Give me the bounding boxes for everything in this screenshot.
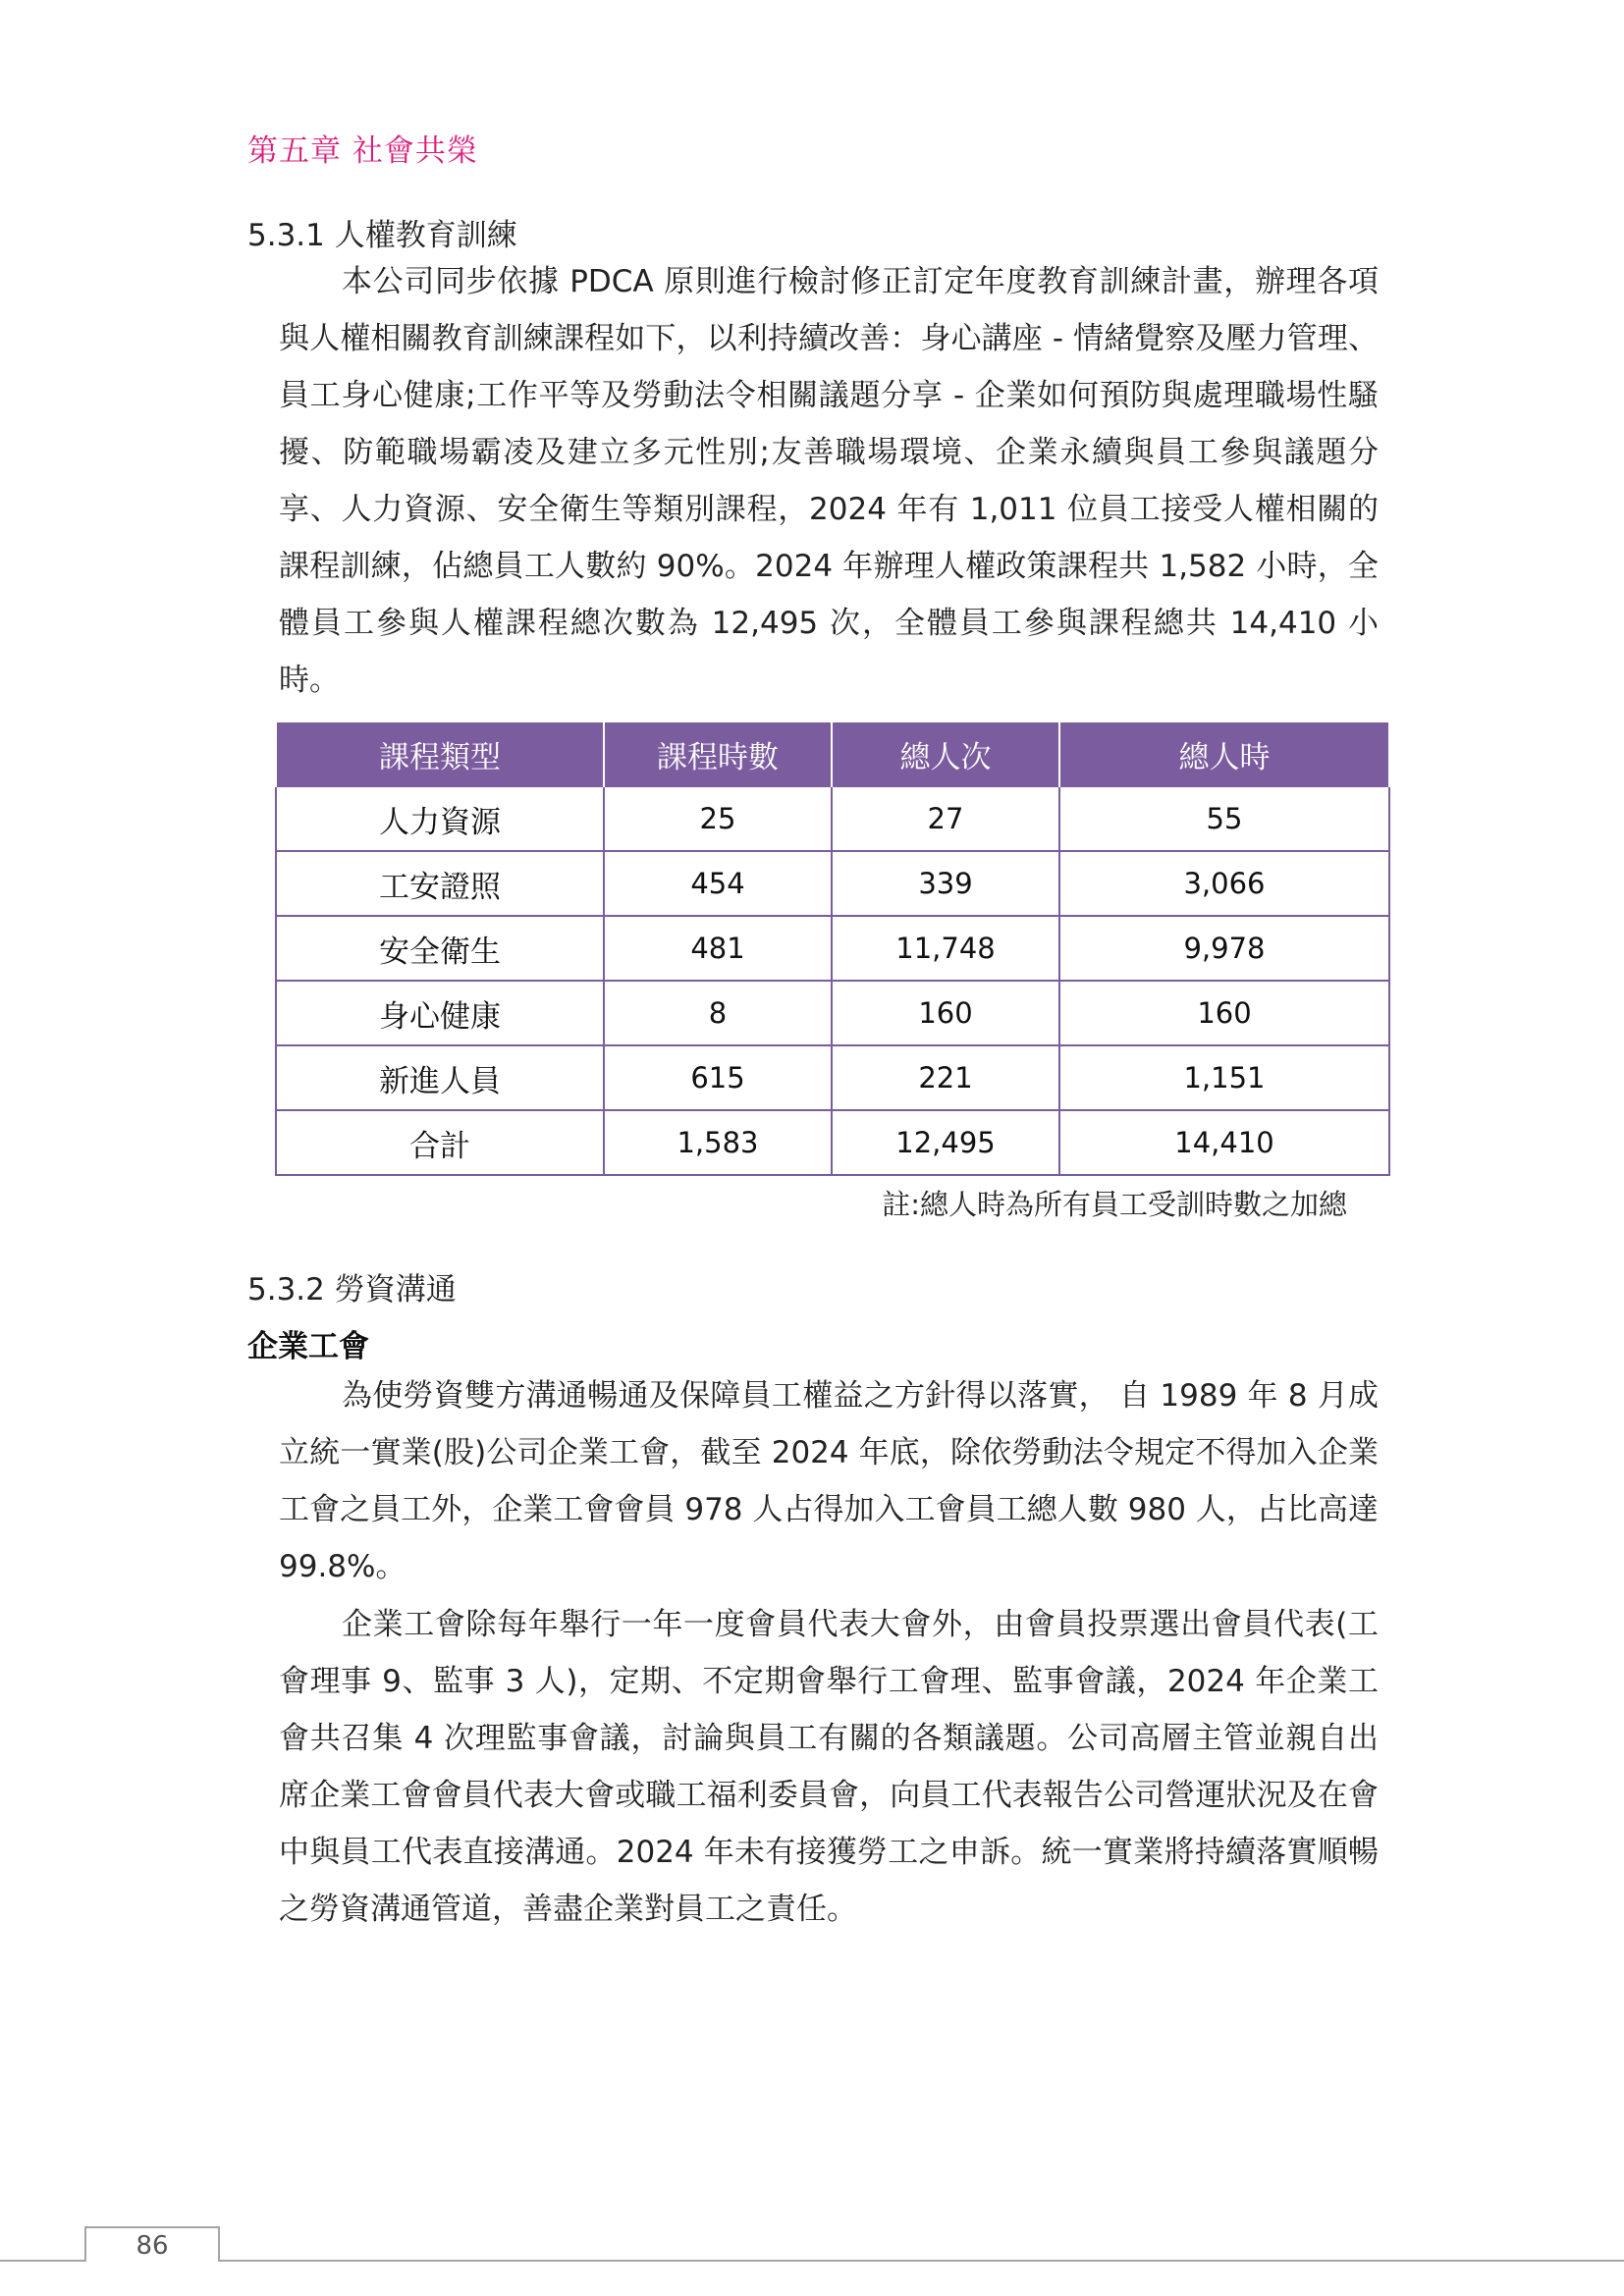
header-course-type: 課程類型 bbox=[276, 722, 604, 786]
section-531-paragraph: 本公司同步依據 PDCA 原則進行檢討修正訂定年度教育訓練計畫，辦理各項與人權相關教育訓練課程如下，以利持續改善：身心講座 - 情緒覺察及壓力管理、員工身心健康;工作平等及勞動法令相關議題分享 - 企業如何預防與處理職場性騷擾、防範職場霸凌及建立多元性別;友善職場環境、企業永續與員工參與議題分享、人力資源、安全衛生等類別課程，2024 年有 1,011 位員工接受人權相關的課程訓練，佔總員工人數約 90%。2024 年辦理人權政策課程共 1,582 小時，全體員工參與人權課程總次數為 12,495 次，全體員工參與課程總共 14,410 小時。 bbox=[279, 264, 1379, 698]
table-cell: 1,583 bbox=[604, 1110, 832, 1175]
table-row bbox=[276, 1045, 1389, 1110]
table-header-row bbox=[276, 722, 1389, 786]
table-cell: 454 bbox=[604, 851, 832, 916]
table-total-row bbox=[276, 1110, 1389, 1175]
header-course-hours: 課程時數 bbox=[604, 722, 832, 786]
section-532-paragraph-1: 為使勞資雙方溝通暢通及保障員工權益之方針得以落實， 自 1989 年 8 月成立統一實業(股)公司企業工會，截至 2024 年底，除依勞動法令規定不得加入企業工會之員工外，企業工會會員 978 人占得加入工會員工總人數 980 人，占比高達 99.8%。 bbox=[279, 1378, 1379, 1584]
table-cell: 工安證照 bbox=[276, 851, 604, 916]
table-cell: 339 bbox=[832, 851, 1059, 916]
section-heading-531: 5.3.1 人權教育訓練 bbox=[247, 218, 517, 253]
table-row bbox=[276, 916, 1389, 981]
table-cell: 55 bbox=[1059, 786, 1389, 851]
header-total-attendance: 總人次 bbox=[832, 722, 1059, 786]
table-cell: 身心健康 bbox=[276, 981, 604, 1045]
table-cell: 11,748 bbox=[832, 916, 1059, 981]
table-cell: 8 bbox=[604, 981, 832, 1045]
header-total-person-hours: 總人時 bbox=[1059, 722, 1389, 786]
page-number: 86 bbox=[84, 2226, 220, 2262]
table-cell: 221 bbox=[832, 1045, 1059, 1110]
table-cell: 25 bbox=[604, 786, 832, 851]
training-table bbox=[275, 722, 1390, 1176]
table-cell: 1,151 bbox=[1059, 1045, 1389, 1110]
table-row bbox=[276, 851, 1389, 916]
table-cell: 人力資源 bbox=[276, 786, 604, 851]
table-cell: 合計 bbox=[276, 1110, 604, 1175]
table-cell: 14,410 bbox=[1059, 1110, 1389, 1175]
table-row bbox=[276, 786, 1389, 851]
footer-rule bbox=[0, 2260, 1624, 2262]
table-cell: 481 bbox=[604, 916, 832, 981]
table-cell: 3,066 bbox=[1059, 851, 1389, 916]
chapter-title: 第五章 社會共榮 bbox=[247, 133, 478, 169]
table-cell: 615 bbox=[604, 1045, 832, 1110]
table-note: 註:總人時為所有員工受訓時數之加總 bbox=[882, 1188, 1347, 1221]
table-cell: 160 bbox=[832, 981, 1059, 1045]
table-cell: 9,978 bbox=[1059, 916, 1389, 981]
table-cell: 新進人員 bbox=[276, 1045, 604, 1110]
subheading-union: 企業工會 bbox=[247, 1329, 369, 1364]
table-cell: 12,495 bbox=[832, 1110, 1059, 1175]
table-cell: 27 bbox=[832, 786, 1059, 851]
table-cell: 安全衛生 bbox=[276, 916, 604, 981]
section-532-paragraph-2: 企業工會除每年舉行一年一度會員代表大會外，由會員投票選出會員代表(工會理事 9、監事 3 人)，定期、不定期會舉行工會理、監事會議，2024 年企業工會共召集 4 次理監事會議，討論與員工有關的各類議題。公司高層主管並親自出席企業工會會員代表大會或職工福利委員會，向員工代表報告公司營運狀況及在會中與員工代表直接溝通。2024 年未有接獲勞工之申訴。統一實業將持續落實順暢之勞資溝通管道，善盡企業對員工之責任。 bbox=[279, 1607, 1379, 1927]
table-cell: 160 bbox=[1059, 981, 1389, 1045]
section-heading-532: 5.3.2 勞資溝通 bbox=[247, 1272, 457, 1308]
table-row bbox=[276, 981, 1389, 1045]
